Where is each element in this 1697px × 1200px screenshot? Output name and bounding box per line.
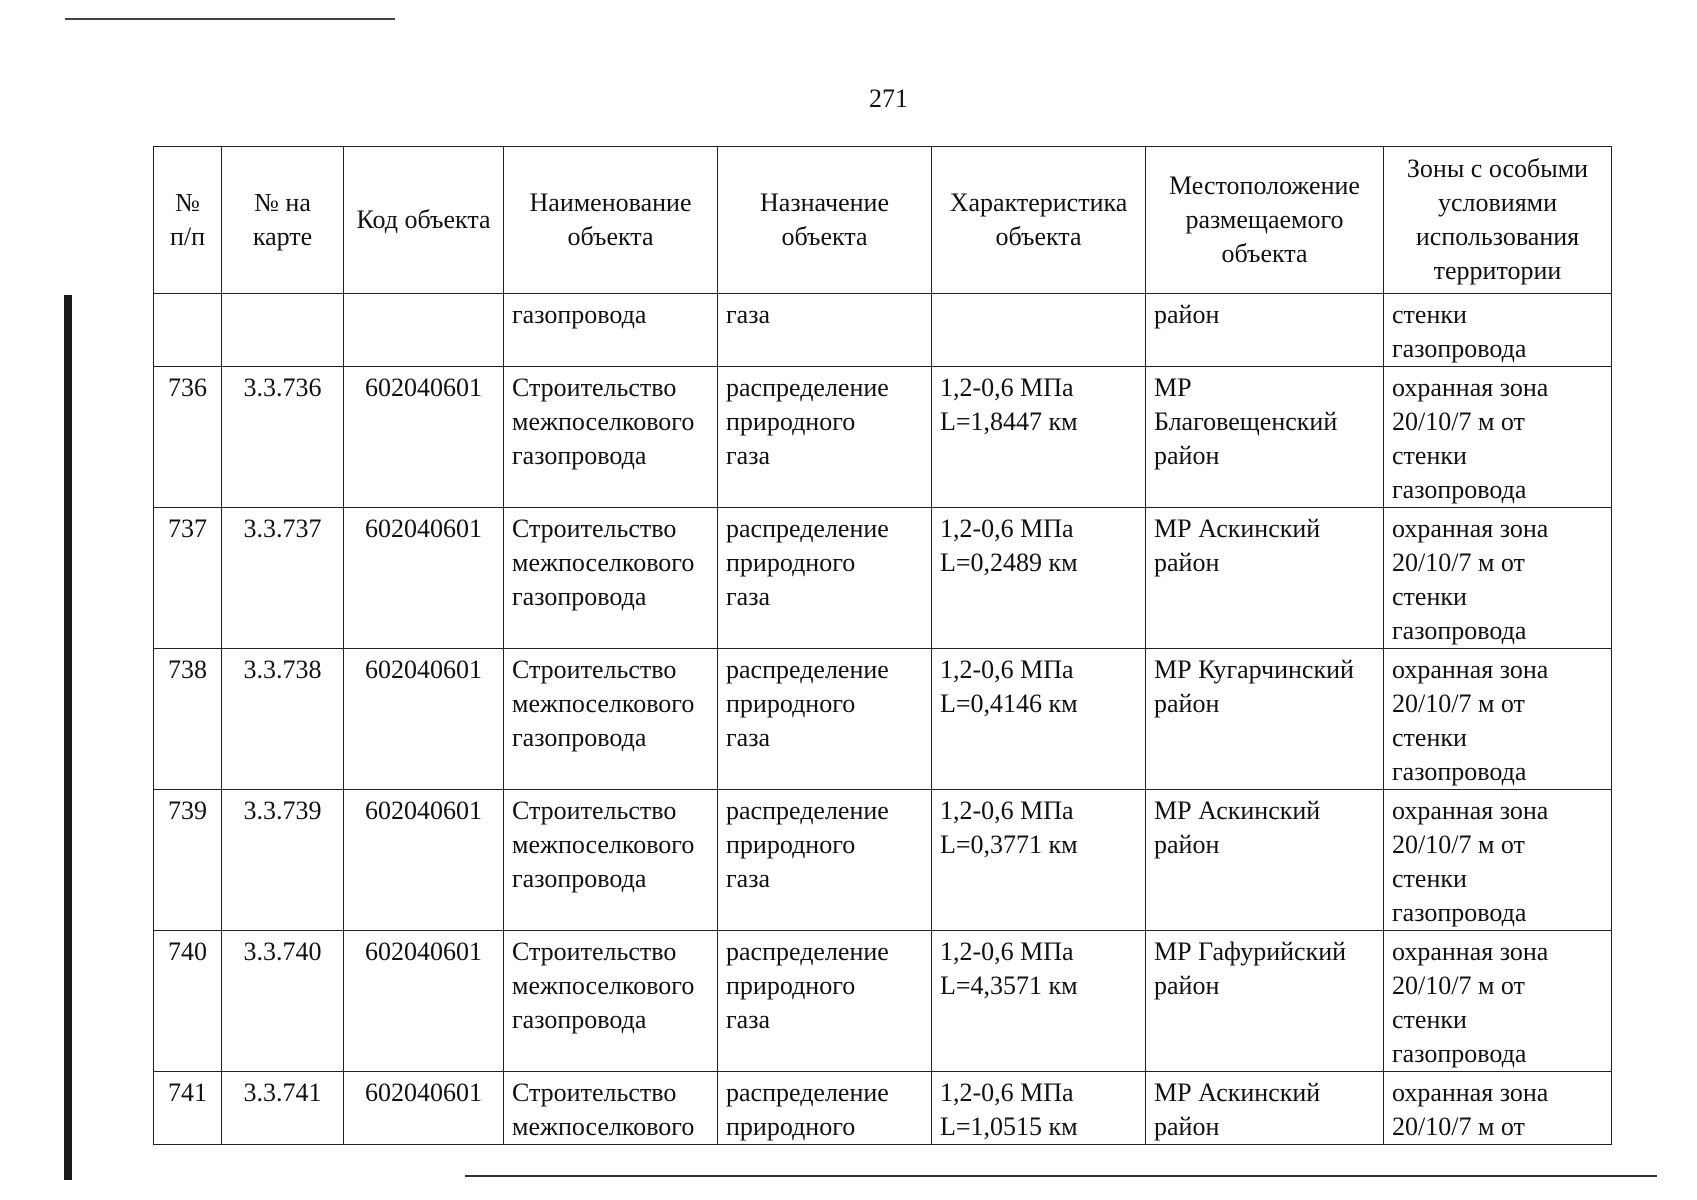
- scan-border-bottom: [465, 1175, 1657, 1177]
- cell-text-line: стенки: [1392, 723, 1467, 752]
- header-text-line: Местоположение: [1169, 171, 1360, 200]
- cell-object-code: 602040601: [344, 931, 504, 1072]
- cell-text-line: газа: [726, 582, 771, 611]
- cell-text-line: Строительство: [512, 1078, 677, 1107]
- cell-text-line: газопровода: [512, 441, 647, 470]
- cell-text-line: межпоселкового: [512, 407, 695, 436]
- table-row: [154, 790, 1612, 931]
- header-text-line: использования: [1415, 222, 1580, 251]
- cell-object-name: [504, 367, 718, 508]
- cell-object-location: [1146, 790, 1384, 931]
- cell-text-line: Строительство: [512, 514, 677, 543]
- cell-special-zones: [1384, 508, 1612, 649]
- cell-text-line: 20/10/7 м от: [1392, 830, 1525, 859]
- cell-map-number: 3.3.738: [222, 649, 344, 790]
- cell-text-line: газа: [726, 1005, 771, 1034]
- cell-text-line: охранная зона: [1392, 655, 1549, 684]
- cell-text-line: распределение: [726, 796, 889, 825]
- cell-text-line: газопровода: [512, 582, 647, 611]
- cell-object-location: [1146, 931, 1384, 1072]
- header-special-zones: [1384, 147, 1612, 294]
- cell-text-line: МР: [1154, 373, 1192, 402]
- header-text-line: объекта: [567, 222, 654, 251]
- cell-text-line: 20/10/7 м от: [1392, 548, 1525, 577]
- cell-text-line: природного: [726, 689, 856, 718]
- cell-text-line: распределение: [726, 514, 889, 543]
- table-row: [154, 294, 1612, 367]
- cell-text-line: район: [1154, 830, 1220, 859]
- cell-text-line: газа: [726, 441, 771, 470]
- cell-text-line: L=0,4146 км: [940, 689, 1078, 718]
- cell-text-line: стенки: [1392, 582, 1467, 611]
- cell-text-line: стенки: [1392, 1005, 1467, 1034]
- cell-number: 738: [154, 649, 222, 790]
- header-text-line: №: [175, 188, 200, 217]
- cell-text-line: газопровода: [1392, 616, 1527, 645]
- cell-special-zones: [1384, 367, 1612, 508]
- header-object-characteristic: [932, 147, 1146, 294]
- header-text-line: объекта: [1221, 239, 1308, 268]
- cell-object-location: [1146, 508, 1384, 649]
- cell-special-zones: [1384, 294, 1612, 367]
- cell-text-line: межпоселкового: [512, 830, 695, 859]
- cell-text-line: район: [1154, 300, 1220, 329]
- cell-text-line: 1,2-0,6 МПа: [940, 655, 1074, 684]
- header-text-line: объекта: [995, 222, 1082, 251]
- cell-object-characteristic: [932, 790, 1146, 931]
- cell-object-characteristic: [932, 1072, 1146, 1145]
- cell-object-name: [504, 1072, 718, 1145]
- cell-text-line: L=0,3771 км: [940, 830, 1078, 859]
- header-text-line: Наименование: [529, 188, 692, 217]
- cell-object-purpose: [718, 508, 932, 649]
- cell-text-line: МР Гафурийский: [1154, 937, 1347, 966]
- cell-text-line: район: [1154, 689, 1220, 718]
- cell-text-line: район: [1154, 971, 1220, 1000]
- cell-special-zones: [1384, 1072, 1612, 1145]
- cell-text-line: распределение: [726, 655, 889, 684]
- objects-table: [153, 146, 1612, 1145]
- cell-object-characteristic: [932, 367, 1146, 508]
- cell-object-code: 602040601: [344, 508, 504, 649]
- header-text-line: Зоны с особыми: [1406, 154, 1589, 183]
- cell-special-zones: [1384, 790, 1612, 931]
- cell-object-location: [1146, 294, 1384, 367]
- cell-text-line: природного: [726, 830, 856, 859]
- cell-map-number: 3.3.737: [222, 508, 344, 649]
- cell-object-location: [1146, 367, 1384, 508]
- cell-special-zones: [1384, 931, 1612, 1072]
- cell-text-line: газопровода: [1392, 898, 1527, 927]
- cell-text-line: 1,2-0,6 МПа: [940, 796, 1074, 825]
- cell-text-line: газопровода: [1392, 1039, 1527, 1068]
- cell-text-line: 1,2-0,6 МПа: [940, 373, 1074, 402]
- cell-object-code: [344, 294, 504, 367]
- header-object-purpose: [718, 147, 932, 294]
- cell-object-purpose: [718, 649, 932, 790]
- cell-text-line: Строительство: [512, 796, 677, 825]
- cell-object-purpose: [718, 367, 932, 508]
- cell-object-characteristic: [932, 508, 1146, 649]
- cell-text-line: МР Аскинский: [1154, 796, 1321, 825]
- cell-text-line: природного: [726, 1112, 856, 1141]
- cell-number: 737: [154, 508, 222, 649]
- header-text-line: п/п: [169, 222, 206, 251]
- table-row: [154, 508, 1612, 649]
- header-text-line: Назначение: [760, 188, 889, 217]
- cell-text-line: газопровода: [512, 1005, 647, 1034]
- cell-map-number: 3.3.741: [222, 1072, 344, 1145]
- cell-text-line: 1,2-0,6 МПа: [940, 937, 1074, 966]
- cell-text-line: природного: [726, 971, 856, 1000]
- cell-map-number: 3.3.739: [222, 790, 344, 931]
- cell-object-code: 602040601: [344, 649, 504, 790]
- header-number: [154, 147, 222, 294]
- cell-text-line: охранная зона: [1392, 514, 1549, 543]
- header-object-location: [1146, 147, 1384, 294]
- table-row: [154, 931, 1612, 1072]
- cell-text-line: L=0,2489 км: [940, 548, 1078, 577]
- cell-object-location: [1146, 1072, 1384, 1145]
- cell-object-purpose: [718, 790, 932, 931]
- header-text-line: карте: [252, 222, 313, 251]
- header-text-line: объекта: [781, 222, 868, 251]
- cell-object-purpose: [718, 931, 932, 1072]
- cell-text-line: 20/10/7 м от: [1392, 407, 1525, 436]
- cell-text-line: газа: [726, 864, 771, 893]
- cell-object-characteristic: [932, 649, 1146, 790]
- cell-text-line: распределение: [726, 1078, 889, 1107]
- header-text-line: Код объекта: [356, 205, 491, 234]
- cell-text-line: охранная зона: [1392, 937, 1549, 966]
- header-map-number: [222, 147, 344, 294]
- table-row: [154, 1072, 1612, 1145]
- cell-text-line: межпоселкового: [512, 689, 695, 718]
- cell-text-line: L=4,3571 км: [940, 971, 1078, 1000]
- cell-text-line: газопровода: [1392, 475, 1527, 504]
- cell-object-purpose: [718, 294, 932, 367]
- header-object-code: [344, 147, 504, 294]
- header-text-line: территории: [1433, 256, 1562, 285]
- cell-object-name: [504, 649, 718, 790]
- cell-text-line: газопровода: [1392, 334, 1527, 363]
- cell-text-line: газа: [726, 723, 771, 752]
- cell-text-line: МР Кугарчинский: [1154, 655, 1354, 684]
- cell-text-line: природного: [726, 548, 856, 577]
- cell-object-characteristic: [932, 294, 1146, 367]
- cell-text-line: стенки: [1392, 441, 1467, 470]
- cell-number: 739: [154, 790, 222, 931]
- cell-number: 736: [154, 367, 222, 508]
- cell-text-line: 20/10/7 м от: [1392, 1112, 1525, 1141]
- cell-text-line: распределение: [726, 373, 889, 402]
- table-row: [154, 367, 1612, 508]
- cell-object-characteristic: [932, 931, 1146, 1072]
- cell-text-line: газопровода: [512, 300, 647, 329]
- cell-text-line: стенки: [1392, 300, 1467, 329]
- cell-object-code: 602040601: [344, 367, 504, 508]
- cell-text-line: район: [1154, 441, 1220, 470]
- cell-text-line: 1,2-0,6 МПа: [940, 514, 1074, 543]
- cell-text-line: межпоселкового: [512, 548, 695, 577]
- cell-object-name: [504, 790, 718, 931]
- cell-object-name: [504, 508, 718, 649]
- cell-text-line: L=1,8447 км: [940, 407, 1078, 436]
- cell-number: 741: [154, 1072, 222, 1145]
- header-text-line: условиями: [1437, 188, 1558, 217]
- cell-number: [154, 294, 222, 367]
- cell-object-code: 602040601: [344, 790, 504, 931]
- cell-text-line: охранная зона: [1392, 796, 1549, 825]
- cell-text-line: Благовещенский: [1154, 407, 1338, 436]
- cell-text-line: охранная зона: [1392, 1078, 1549, 1107]
- cell-map-number: 3.3.740: [222, 931, 344, 1072]
- cell-text-line: 1,2-0,6 МПа: [940, 1078, 1074, 1107]
- header-text-line: № на: [254, 188, 311, 217]
- cell-text-line: природного: [726, 407, 856, 436]
- cell-map-number: [222, 294, 344, 367]
- scan-border-left: [64, 295, 72, 1180]
- cell-text-line: межпоселкового: [512, 971, 695, 1000]
- cell-object-name: [504, 931, 718, 1072]
- cell-text-line: стенки: [1392, 864, 1467, 893]
- cell-text-line: МР Аскинский: [1154, 1078, 1321, 1107]
- cell-text-line: 20/10/7 м от: [1392, 971, 1525, 1000]
- scan-border-top: [65, 18, 395, 20]
- cell-text-line: МР Аскинский: [1154, 514, 1321, 543]
- table-header-row: [154, 147, 1612, 294]
- cell-object-location: [1146, 649, 1384, 790]
- cell-object-code: 602040601: [344, 1072, 504, 1145]
- table-body: [154, 294, 1612, 1145]
- header-object-name: [504, 147, 718, 294]
- cell-text-line: газопровода: [512, 864, 647, 893]
- header-text-line: размещаемого: [1185, 205, 1344, 234]
- cell-text-line: газа: [726, 300, 771, 329]
- cell-object-name: [504, 294, 718, 367]
- cell-text-line: распределение: [726, 937, 889, 966]
- cell-text-line: охранная зона: [1392, 373, 1549, 402]
- cell-text-line: межпоселкового: [512, 1112, 695, 1141]
- cell-text-line: Строительство: [512, 373, 677, 402]
- cell-text-line: Строительство: [512, 937, 677, 966]
- cell-special-zones: [1384, 649, 1612, 790]
- cell-number: 740: [154, 931, 222, 1072]
- cell-text-line: район: [1154, 548, 1220, 577]
- table-row: [154, 649, 1612, 790]
- cell-text-line: Строительство: [512, 655, 677, 684]
- cell-text-line: район: [1154, 1112, 1220, 1141]
- cell-text-line: 20/10/7 м от: [1392, 689, 1525, 718]
- cell-object-purpose: [718, 1072, 932, 1145]
- header-text-line: Характеристика: [949, 188, 1128, 217]
- cell-text-line: газопровода: [1392, 757, 1527, 786]
- cell-text-line: L=1,0515 км: [940, 1112, 1078, 1141]
- page-number: 271: [869, 84, 908, 113]
- cell-map-number: 3.3.736: [222, 367, 344, 508]
- cell-text-line: газопровода: [512, 723, 647, 752]
